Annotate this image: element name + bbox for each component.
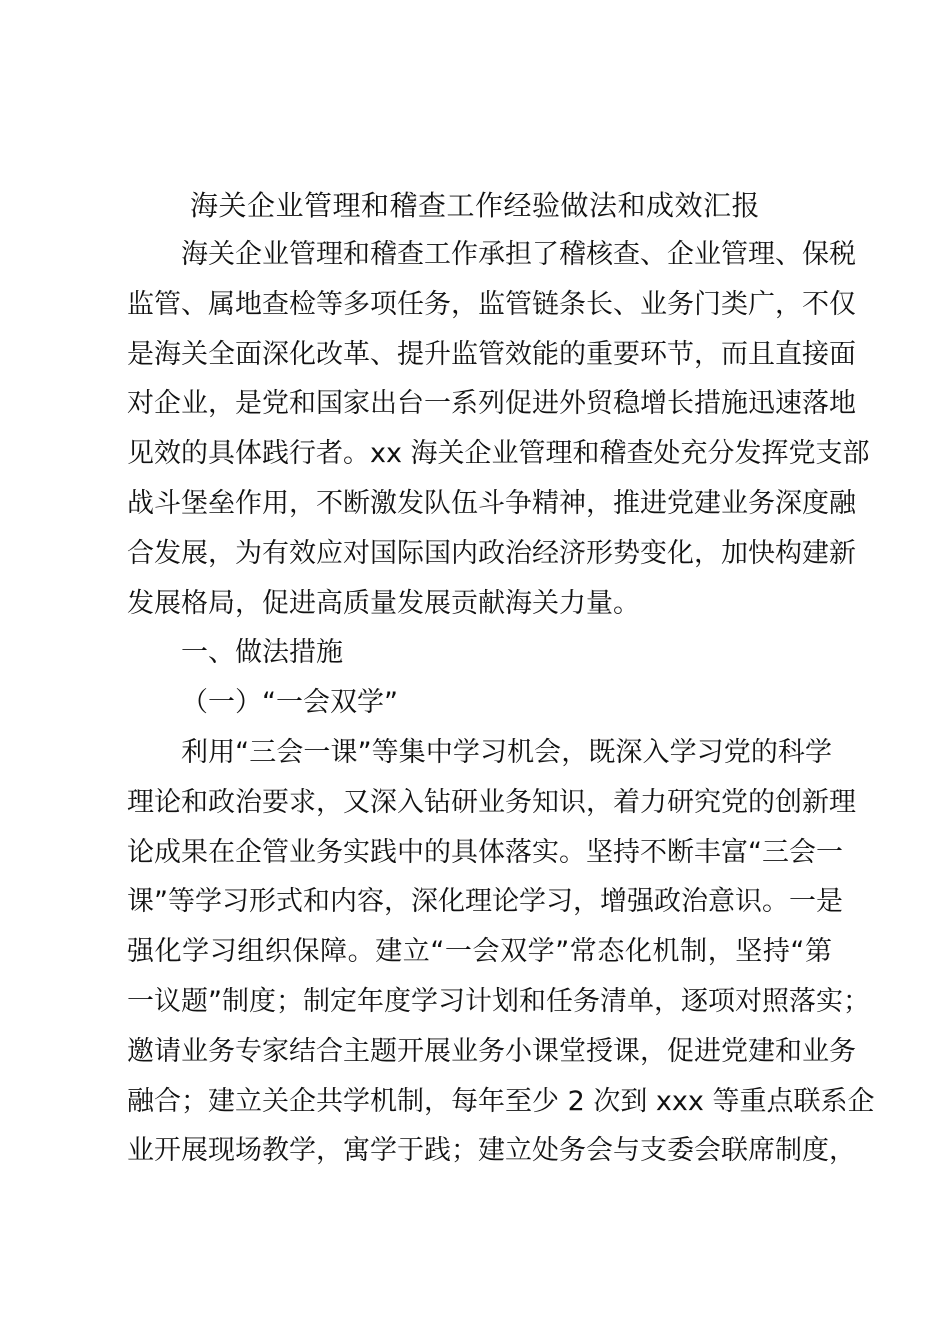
intro-line: 战斗堡垒作用，不断激发队伍斗争精神，推进党建业务深度融 <box>127 487 856 519</box>
paragraph-line: 强化学习组织保障。建立“一会双学”常态化机制，坚持“第 <box>127 936 832 968</box>
intro-line: 对企业，是党和国家出台一系列促进外贸稳增长措施迅速落地 <box>127 388 856 420</box>
subsection-heading: （一）“一会双学” <box>181 687 398 719</box>
document-title: 海关企业管理和稽查工作经验做法和成效汇报 <box>189 189 760 222</box>
section-heading: 一、做法措施 <box>181 637 343 669</box>
intro-line: 合发展，为有效应对国际国内政治经济形势变化，加快构建新 <box>127 537 856 569</box>
intro-line: 监管、属地查检等多项任务，监管链条长、业务门类广，不仅 <box>127 288 856 320</box>
intro-line: 海关企业管理和稽查工作承担了稽核查、企业管理、保税 <box>181 239 856 270</box>
intro-line: 发展格局，促进高质量发展贡献海关力量。 <box>127 587 640 619</box>
paragraph-line: 理论和政治要求，又深入钻研业务知识，着力研究党的创新理 <box>127 786 856 818</box>
paragraph-line: 利用“三会一课”等集中学习机会，既深入学习党的科学 <box>181 736 832 768</box>
document-body <box>127 230 875 1176</box>
intro-line: 见效的具体践行者。xx 海关企业管理和稽查处充分发挥党支部 <box>127 438 870 470</box>
paragraph-line: 业开展现场教学，寓学于践；建立处务会与支委会联席制度， <box>127 1135 856 1167</box>
paragraph-line: 邀请业务专家结合主题开展业务小课堂授课，促进党建和业务 <box>127 1035 856 1067</box>
paragraph-line: 一议题”制度；制定年度学习计划和任务清单，逐项对照落实； <box>127 985 870 1017</box>
paragraph-line: 课”等学习形式和内容，深化理论学习，增强政治意识。一是 <box>127 886 843 918</box>
paragraph-line: 融合；建立关企共学机制，每年至少 2 次到 xxx 等重点联系企 <box>127 1085 875 1117</box>
intro-line: 是海关全面深化改革、提升监管效能的重要环节，而且直接面 <box>127 338 856 370</box>
paragraph-line: 论成果在企管业务实践中的具体落实。坚持不断丰富“三会一 <box>127 836 843 868</box>
